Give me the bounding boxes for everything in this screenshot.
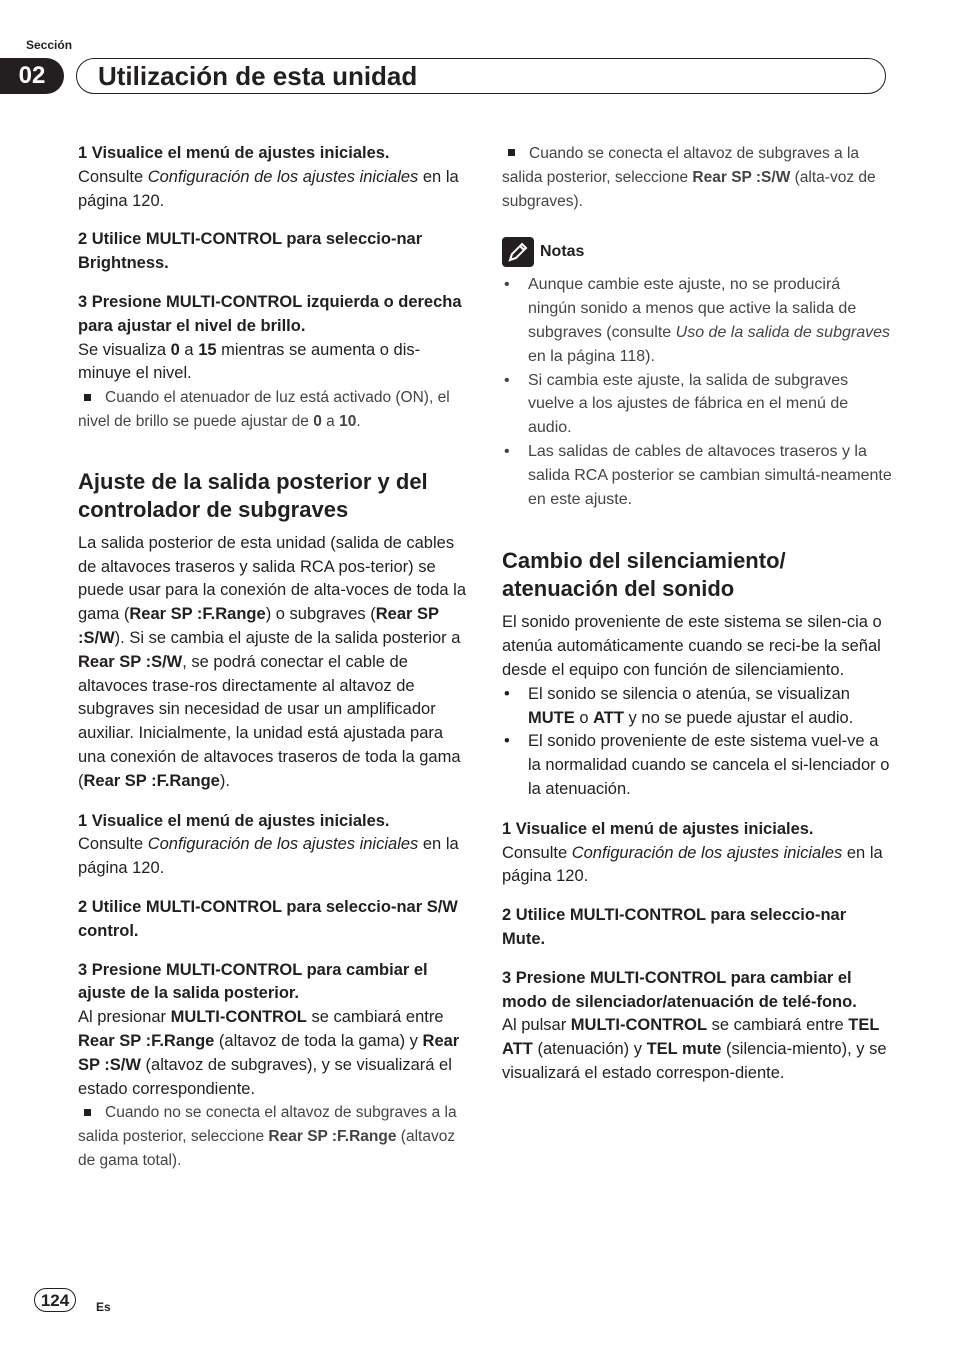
notes-label: Notas	[540, 243, 585, 261]
cross-reference-link[interactable]: Configuración de los ajustes iniciales	[571, 843, 843, 862]
section-heading: Cambio del silenciamiento/ atenuación del sonido	[502, 548, 786, 602]
list-item: • Si cambia este ajuste, la salida de subgraves vuelve a los ajustes de fábrica en el menú de audio.	[502, 369, 892, 440]
step-note: Cuando no se conecta el altavoz de subgraves a la salida posterior, seleccione Rear SP :F.Range (altavoz de gama total).	[78, 1104, 457, 1169]
step-heading: 2 Utilice MULTI-CONTROL para seleccio-nar Mute.	[502, 906, 847, 948]
step-heading: 1 Visualice el menú de ajustes iniciales.	[78, 811, 390, 830]
step-heading: 3 Presione MULTI-CONTROL para cambiar el modo de silenciador/atenuación de telé-fono.	[502, 968, 857, 1011]
cross-reference-link[interactable]: Configuración de los ajustes iniciales	[147, 167, 419, 186]
section-label: Sección	[26, 38, 73, 52]
square-bullet-icon	[508, 149, 515, 156]
section-number-badge: 02	[0, 58, 64, 94]
section-heading: Ajuste de la salida posterior y del controlador de subgraves	[78, 468, 428, 522]
section-intro: El sonido proveniente de este sistema se silen-cia o atenúa automáticamente cuando se reci-be la señal desde el equipo con función de silenciamiento.	[502, 613, 882, 679]
step-body: Consulte Configuración de los ajustes iniciales en la página 120.	[502, 843, 883, 886]
square-bullet-icon	[84, 1109, 91, 1116]
pencil-note-icon	[502, 237, 534, 267]
step-body: Consulte Configuración de los ajustes iniciales en la página 120.	[78, 167, 459, 210]
step-body: Al presionar MULTI-CONTROL se cambiará entre Rear SP :F.Range (altavoz de toda la gama) y Rear SP :S/W (altavoz de subgraves), y se visualizará el estado correspondiente.	[78, 1008, 460, 1098]
page-number: 124	[34, 1288, 76, 1312]
step-heading: 3 Presione MULTI-CONTROL para cambiar el ajuste de la salida posterior.	[78, 960, 428, 1003]
bullet-list	[502, 683, 892, 802]
section-intro: La salida posterior de esta unidad (salida de cables de altavoces traseros y salida RCA pos-terior) se puede usar para la conexión de alta-voces de toda la gama (Rear SP :F.Range) o subgraves (Rear SP :S/W). Si se cambia el ajuste de la salida posterior a Rear SP :S/W, se podrá conectar el cable de altavoces trase-ros directamente al altavoz de subgraves sin necesidad de usar un amplificador auxiliar. Inicialmente, la unidad está ajustada para una conexión de altavoces traseros de toda la gama (Rear SP :F.Range).	[78, 533, 467, 790]
step-note: Cuando el atenuador de luz está activado (ON), el nivel de brillo se puede ajustar de 0 a 10.	[78, 389, 450, 430]
right-column	[502, 142, 892, 1086]
notes-list	[502, 273, 892, 511]
cross-reference-link[interactable]: Uso de la salida de subgraves	[675, 323, 890, 341]
step-body: Consulte Configuración de los ajustes iniciales en la página 120.	[78, 835, 459, 878]
language-label: Es	[96, 1300, 111, 1314]
step-heading: 2 Utilice MULTI-CONTROL para seleccio-nar S/W control.	[78, 897, 458, 940]
step-note: Cuando se conecta el altavoz de subgraves a la salida posterior, seleccione Rear SP :S/W (alta-voz de subgraves).	[502, 145, 876, 210]
list-item: • Las salidas de cables de altavoces traseros y la salida RCA posterior se cambian simultá-neamente en este ajuste.	[502, 440, 892, 511]
page-title: Utilización de esta unidad	[98, 61, 418, 91]
square-bullet-icon	[84, 394, 91, 401]
step-heading: 1 Visualice el menú de ajustes iniciales.	[502, 819, 814, 838]
step-heading: 2 Utilice MULTI-CONTROL para seleccio-nar Brightness.	[78, 230, 423, 273]
notes-heading	[502, 237, 892, 267]
cross-reference-link[interactable]: Configuración de los ajustes iniciales	[147, 835, 419, 854]
list-item: • Aunque cambie este ajuste, no se producirá ningún sonido a menos que active la salida de subgraves (consulte Uso de la salida de subgraves en la página 118).	[502, 273, 892, 368]
step-body: Al pulsar MULTI-CONTROL se cambiará entre TEL ATT (atenuación) y TEL mute (silencia-miento), y se visualizará el estado correspon-diente.	[502, 1016, 887, 1082]
list-item: • El sonido proveniente de este sistema vuel-ve a la normalidad cuando se cancela el si-lenciador o la atenuación.	[502, 730, 892, 801]
step-heading: 3 Presione MULTI-CONTROL izquierda o derecha para ajustar el nivel de brillo.	[78, 292, 462, 335]
step-heading: 1 Visualice el menú de ajustes iniciales.	[78, 144, 390, 162]
left-column	[78, 142, 468, 1173]
list-item: • El sonido se silencia o atenúa, se visualizan MUTE o ATT y no se puede ajustar el audio.	[502, 683, 892, 731]
step-body: Se visualiza 0 a 15 mientras se aumenta o dis-minuye el nivel.	[78, 340, 421, 383]
